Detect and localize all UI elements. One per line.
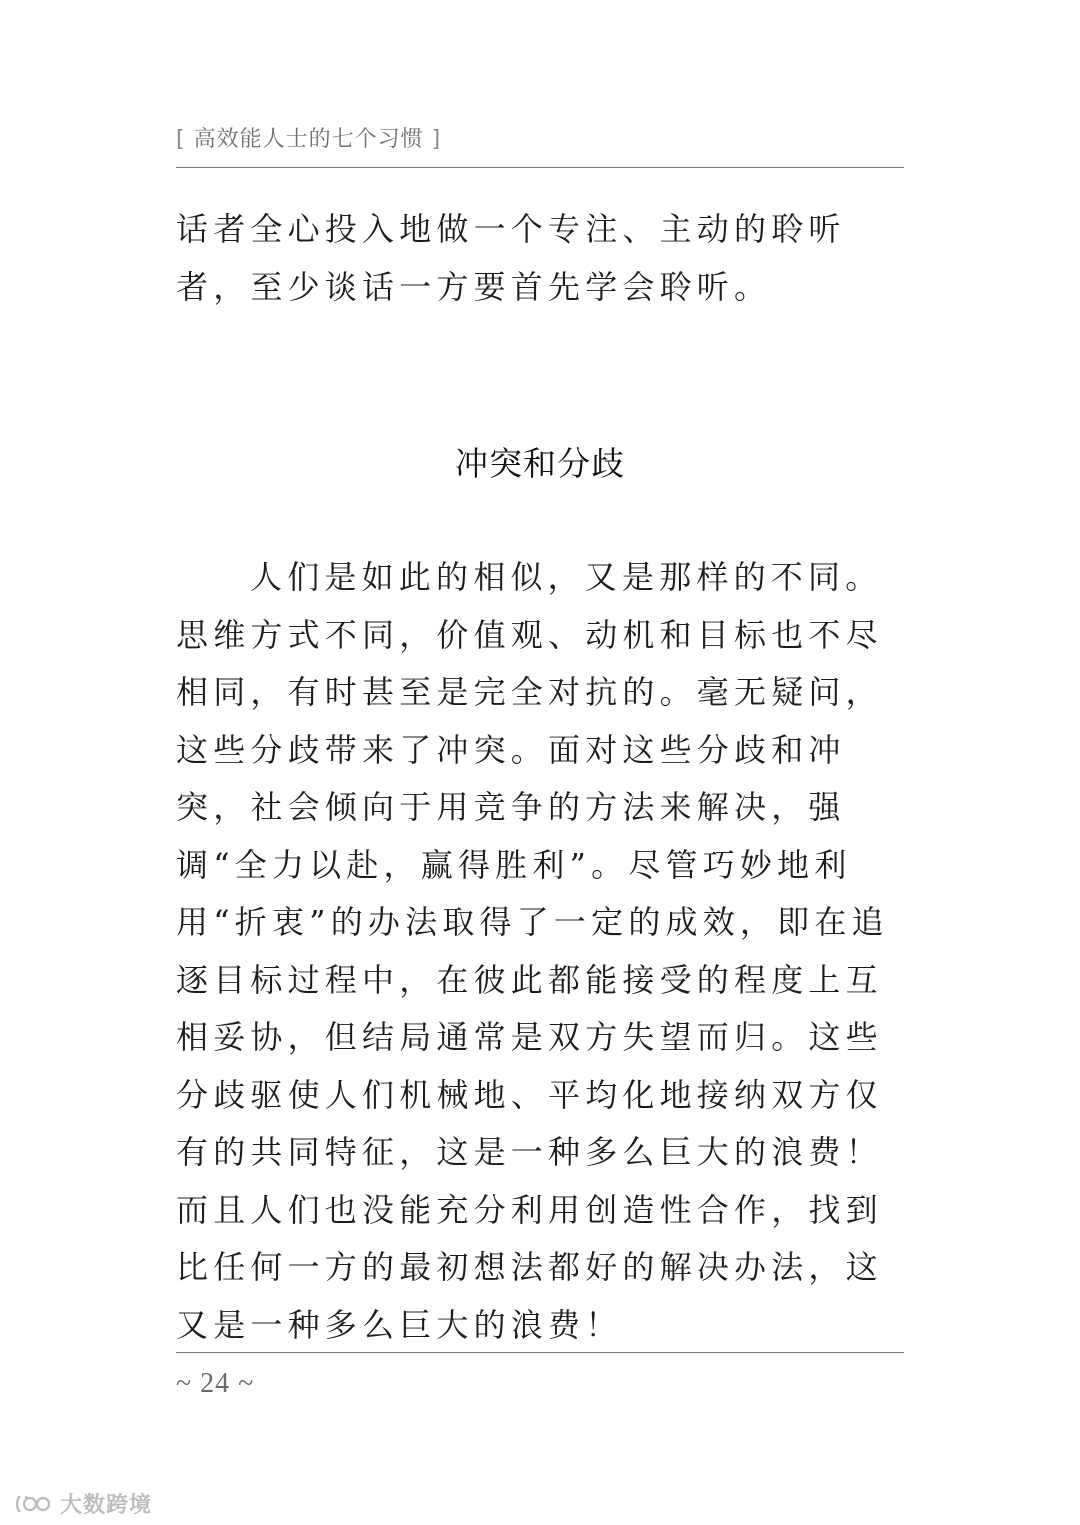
brand-logo-icon [14, 1492, 54, 1516]
header-divider [176, 167, 904, 168]
book-title: 高效能人士的七个习惯 [193, 127, 424, 152]
body-paragraph: 人们是如此的相似，又是那样的不同。思维方式不同，价值观、动机和目标也不尽相同，有时甚至是完全对抗的。毫无疑问，这些分歧带来了冲突。面对这些分歧和冲突，社会倾向于用竞争的方法来解决，强调“全力以赴，赢得胜利”。尽管巧妙地利用“折衷”的办法取得了一定的成效，即在追逐目标过程中，在彼此都能接受的程度上互相妥协，但结局通常是双方失望而归。这些分歧驱使人们机械地、平均化地接纳双方仅有的共同特征，这是一种多么巨大的浪费！而且人们也没能充分利用创造性合作，找到比任何一方的最初想法都好的解决办法，这又是一种多么巨大的浪费！ [176, 558, 889, 1344]
header-bracket-close: ] [431, 127, 442, 152]
watermark [14, 1488, 152, 1519]
section-title: 冲突和分歧 [455, 444, 625, 483]
page-number: ~ 24 ~ [176, 1368, 255, 1399]
body-text-block [176, 549, 906, 1354]
continuation-paragraph: 话者全心投入地做一个专注、主动的聆听者，至少谈话一方要首先学会聆听。 [176, 210, 846, 306]
running-header [176, 122, 441, 153]
footer-divider [176, 1352, 904, 1353]
continuation-paragraph-block [176, 201, 906, 316]
header-bracket-open: [ [176, 127, 186, 152]
watermark-text: 大数跨境 [60, 1493, 153, 1518]
